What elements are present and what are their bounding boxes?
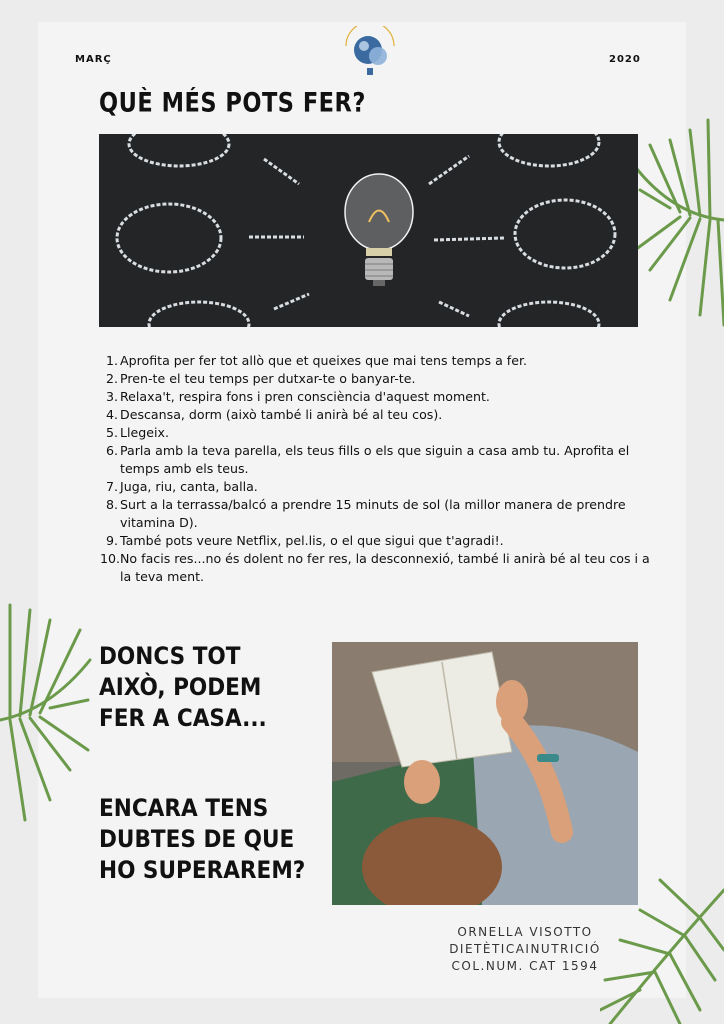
list-item: 10. No facis res...no és dolent no fer res, la desconnexió, també li anirà bé al teu cos i a la teva ment. <box>100 551 650 584</box>
palm-leaf-left-icon <box>0 600 92 830</box>
page-title: QUÈ MÉS POTS FER? <box>99 87 366 118</box>
list-item: 2. Pren-te el teu temps per dutxar-te o banyar-te. <box>105 371 416 386</box>
lightbulb-chalkboard-image <box>99 134 638 327</box>
list-item: 9. També pots veure Netflix, pel.lis, o el que sigui que t'agradi!. <box>105 533 504 548</box>
signature-title: DIETÈTICAINUTRICIÓ <box>449 942 601 956</box>
list-item: 5. Llegeix. <box>105 425 169 440</box>
signature-name: ORNELLA VISOTTO <box>457 925 593 939</box>
tips-list <box>100 352 660 586</box>
signature-registration: COL.NUM. CAT 1594 <box>451 959 599 973</box>
list-item: 4. Descansa, dorm (això també li anirà bé al teu cos). <box>105 407 443 422</box>
logo-icon <box>338 26 402 86</box>
header-year: 2020 <box>609 54 641 65</box>
list-item: 1. Aprofita per fer tot allò que et queixes que mai tens temps a fer. <box>105 353 528 368</box>
list-item: 3. Relaxa't, respira fons i pren consciència d'aquest moment. <box>105 389 490 404</box>
closing-heading-2: ENCARA TENS DUBTES DE QUE HO SUPERAREM? <box>99 794 306 884</box>
list-item: 7. Juga, riu, canta, balla. <box>105 479 258 494</box>
list-item: 6. Parla amb la teva parella, els teus fills o els que siguin a casa amb tu. Aprofita el temps amb els teus. <box>105 443 630 476</box>
header-month: MARÇ <box>75 54 112 65</box>
closing-heading-1: DONCS TOT AIXÒ, PODEM FER A CASA... <box>99 642 267 732</box>
list-item: 8. Surt a la terrassa/balcó a prendre 15 minuts de sol (la millor manera de prendre vitamina D). <box>105 497 626 530</box>
reading-person-photo <box>332 642 638 905</box>
palm-leaf-top-right-icon <box>630 100 724 330</box>
